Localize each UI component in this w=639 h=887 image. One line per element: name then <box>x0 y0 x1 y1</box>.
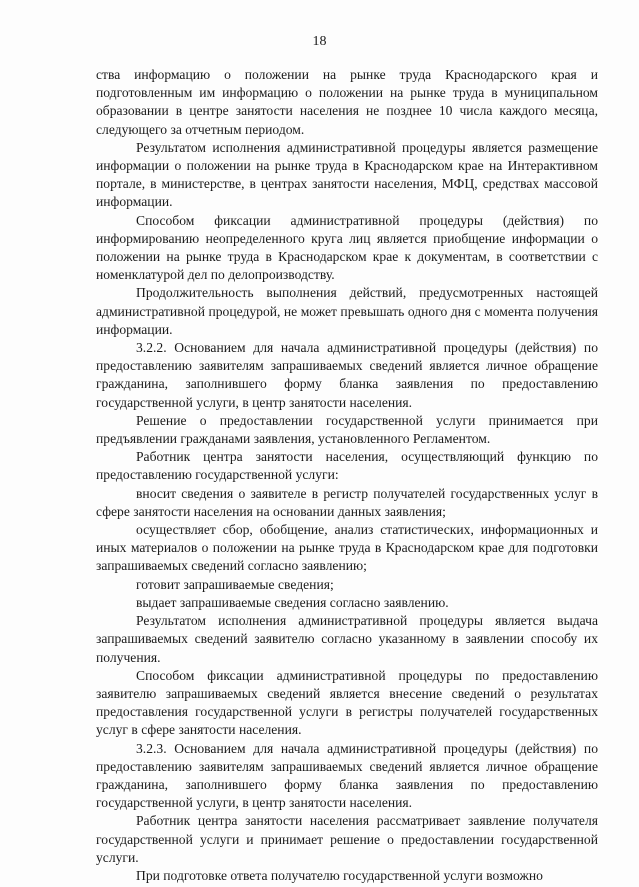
list-item-collect: осуществляет сбор, обобщение, анализ статистических, информационных и иных материалов о положении на рынке труда в Краснодарском крае для подготовки запрашиваемых сведений согласно заявлению; <box>96 522 598 574</box>
paragraph-fixation-informing: Способом фиксации административной процедуры (действия) по информированию неопределенного круга лиц является приобщение информации о положении на рынке труда в Краснодарском крае к документам, в соответствии с номенклатурой дел по делопроизводству. <box>96 212 598 283</box>
paragraph-continuation: ства информацию о положении на рынке труда Краснодарского края и подготовленным им информацию о положении на рынке труда в муниципальном образовании в центре занятости населения не позднее 10 числа каждого месяца, следующего за отчетным периодом. <box>96 67 598 137</box>
list-item-issue: выдает запрашиваемые сведения согласно заявлению. <box>136 594 449 610</box>
paragraph-result-issue: Результатом исполнения административной процедуры является выдача запрашиваемых сведений заявителю согласно указанному в заявлении способу их получения. <box>96 613 598 665</box>
paragraph-response-preparation: При подготовке ответа получателю государственной услуги возможно <box>136 867 543 883</box>
paragraph-3-2-3: 3.2.3. Основанием для начала административной процедуры (действия) по предоставлению заявителям запрашиваемых сведений является личное обращение гражданина, заполнившего форму бланка заявления по предоставлению государственной услуги, в центр занятости населения. <box>96 740 598 811</box>
page-number: 18 <box>312 34 327 49</box>
paragraph-3-2-2: 3.2.2. Основанием для начала административной процедуры (действия) по предоставлению заявителям запрашиваемых сведений является личное обращение гражданина, заполнившего форму бланка заявления по предоставлению государственной услуги, в центр занятости населения. <box>96 340 598 410</box>
paragraph-worker-review: Работник центра занятости населения рассматривает заявление получателя государственной услуги и принимает решение о предоставлении государственной услуги. <box>96 813 598 865</box>
paragraph-fixation-register: Способом фиксации административной процедуры по предоставлению заявителю запрашиваемых сведений является внесение сведений о результатах предоставления государственной услуги в регистры получателей государственных услуг в сфере занятости населения. <box>96 667 598 738</box>
document-body <box>96 66 598 885</box>
paragraph-duration: Продолжительность выполнения действий, предусмотренных настоящей административной процедурой, не может превышать одного дня с момента получения информации. <box>96 285 598 337</box>
paragraph-result-publication: Результатом исполнения административной процедуры является размещение информации о положении на рынке труда в Краснодарском крае на Интерактивном портале, в министерстве, в центрах занятости населения, МФЦ, средствах массовой информации. <box>96 139 598 210</box>
paragraph-decision: Решение о предоставлении государственной услуги принимается при предъявлении гражданами заявления, установленного Регламентом. <box>96 412 598 447</box>
list-item-prepare: готовит запрашиваемые сведения; <box>136 576 334 592</box>
list-item-register: вносит сведения о заявителе в регистр получателей государственных услуг в сфере занятости населения на основании данных заявления; <box>96 485 598 519</box>
paragraph-worker-functions: Работник центра занятости населения, осуществляющий функцию по предоставлению государственной услуги: <box>96 449 598 483</box>
